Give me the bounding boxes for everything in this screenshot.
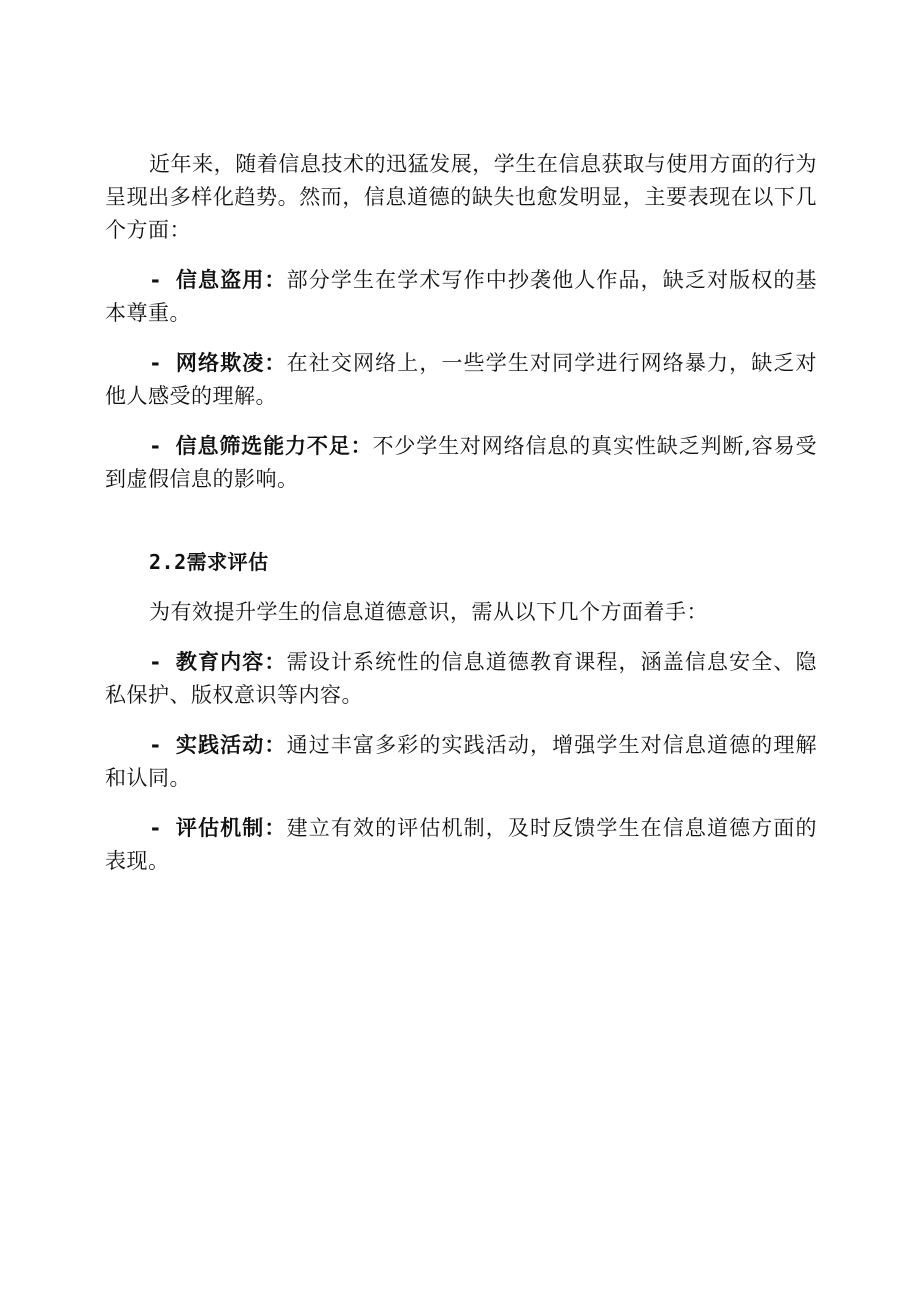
list-item-label: 信息盗用： — [175, 268, 287, 292]
list-item-text: 建立有效的评估机制，及时反馈学生在信息道德方面的表现。 — [105, 816, 817, 873]
list-item-label: 教育内容： — [175, 650, 287, 674]
list-item-text: 不少学生对网络信息的真实性缺乏判断,容易受到虚假信息的影响。 — [105, 434, 817, 491]
list-item-label: 网络欺凌： — [175, 351, 287, 375]
list-dash: - — [149, 733, 176, 757]
list-dash: - — [149, 816, 176, 840]
list-item-text: 通过丰富多彩的实践活动，增强学生对信息道德的理解和认同。 — [105, 733, 817, 790]
list-item-cyberbullying — [105, 347, 817, 413]
list-item-practice-activities — [105, 729, 817, 795]
list-item-label: 信息筛选能力不足： — [175, 434, 373, 458]
list-item-text: 部分学生在学术写作中抄袭他人作品，缺乏对版权的基本尊重。 — [105, 268, 817, 325]
list-dash: - — [149, 268, 176, 292]
section2-heading: 2.2需求评估 — [149, 550, 269, 574]
list-item-label: 评估机制： — [175, 816, 287, 840]
document-body — [105, 148, 817, 895]
list-item-text: 在社交网络上，一些学生对同学进行网络暴力，缺乏对他人感受的理解。 — [105, 351, 817, 408]
list-dash: - — [149, 650, 176, 674]
list-item-label: 实践活动： — [175, 733, 287, 757]
list-item-text: 需设计系统性的信息道德教育课程，涵盖信息安全、隐私保护、版权意识等内容。 — [105, 650, 817, 707]
list-item-information-theft — [105, 264, 817, 330]
section2-intro-paragraph: 为有效提升学生的信息道德意识，需从以下几个方面着手： — [149, 600, 708, 624]
list-item-evaluation-mechanism — [105, 812, 817, 878]
list-item-education-content — [105, 646, 817, 712]
list-item-information-filtering — [105, 430, 817, 496]
list-dash: - — [149, 434, 176, 458]
list-dash: - — [149, 351, 176, 375]
section1-intro-paragraph: 近年来，随着信息技术的迅猛发展，学生在信息获取与使用方面的行为呈现出多样化趋势。然而，信息道德的缺失也愈发明显，主要表现在以下几个方面： — [105, 152, 817, 242]
